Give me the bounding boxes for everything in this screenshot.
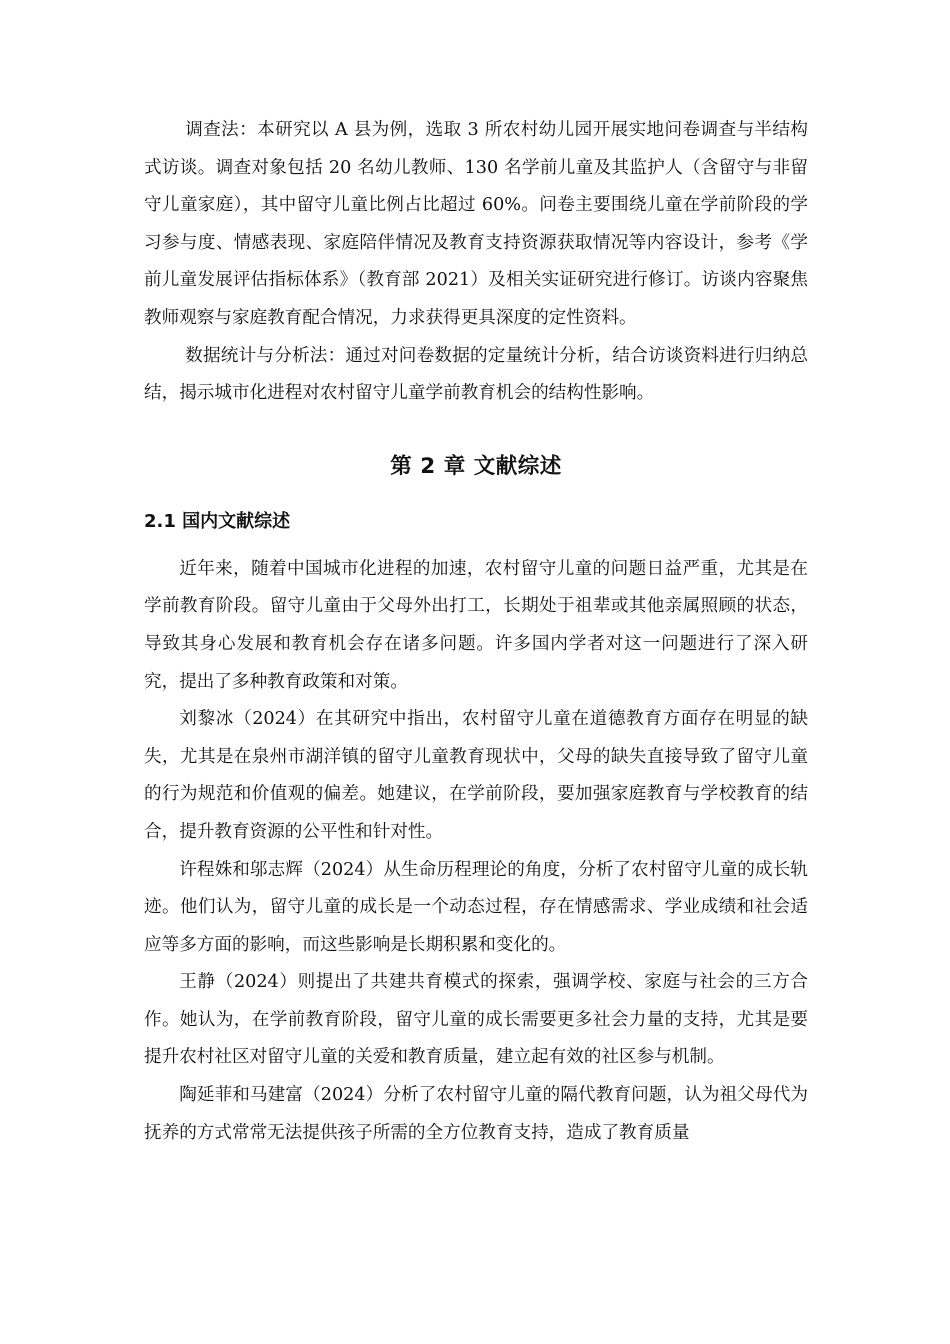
body-paragraph: 近年来，随着中国城市化进程的加速，农村留守儿童的问题日益严重，尤其是在学前教育阶段。留守儿童由于父母外出打工，长期处于祖辈或其他亲属照顾的状态，导致其身心发展和教育机会存在诸多问题。许多国内学者对这一问题进行了深入研究，提出了多种教育政策和对策。 — [144, 558, 808, 692]
body-paragraph: 王静（2024）则提出了共建共育模式的探索，强调学校、家庭与社会的三方合作。她认为，在学前教育阶段，留守儿童的成长需要更多社会力量的支持，尤其是要提升农村社区对留守儿童的关爱和教育质量，建立起有效的社区参与机制。 — [144, 972, 808, 1068]
body-paragraph: 许程姝和邬志辉（2024）从生命历程理论的角度，分析了农村留守儿童的成长轨迹。他们认为，留守儿童的成长是一个动态过程，存在情感需求、学业成绩和社会适应等多方面的影响，而这些影响是长期积累和变化的。 — [144, 859, 808, 955]
section-title: 2.1 国内文献综述 — [144, 510, 291, 532]
body-paragraph: 陶延菲和马建富（2024）分析了农村留守儿童的隔代教育问题，认为祖父母代为抚养的方式常常无法提供孩子所需的全方位教育支持，造成了教育质量 — [144, 1085, 808, 1143]
chapter-title: 第 2 章 文献综述 — [390, 453, 562, 479]
document-page — [144, 112, 808, 1152]
body-paragraph: 刘黎冰（2024）在其研究中指出，农村留守儿童在道德教育方面存在明显的缺失，尤其是在泉州市湖洋镇的留守儿童教育现状中，父母的缺失直接导致了留守儿童的行为规范和价值观的偏差。她建议，在学前阶段，要加强家庭教育与学校教育的结合，提升教育资源的公平性和针对性。 — [144, 709, 808, 842]
statistics-method-paragraph: 数据统计与分析法：通过对问卷数据的定量统计分析，结合访谈资料进行归纳总结，揭示城市化进程对农村留守儿童学前教育机会的结构性影响。 — [144, 345, 808, 404]
survey-method-paragraph: 调查法：本研究以 A 县为例，选取 3 所农村幼儿园开展实地问卷调查与半结构式访谈。调查对象包括 20 名幼儿教师、130 名学前儿童及其监护人（含留守与非留守儿童家庭），其中留守儿童比例占比超过 60%。问卷主要围绕儿童在学前阶段的学习参与度、情感表现、家庭陪伴情况及教育支持资源获取情况等内容设计，参考《学前儿童发展评估指标体系》（教育部 2021）及相关实证研究进行修订。访谈内容聚焦教师观察与家庭教育配合情况，力求获得更具深度的定性资料。 — [144, 120, 808, 328]
